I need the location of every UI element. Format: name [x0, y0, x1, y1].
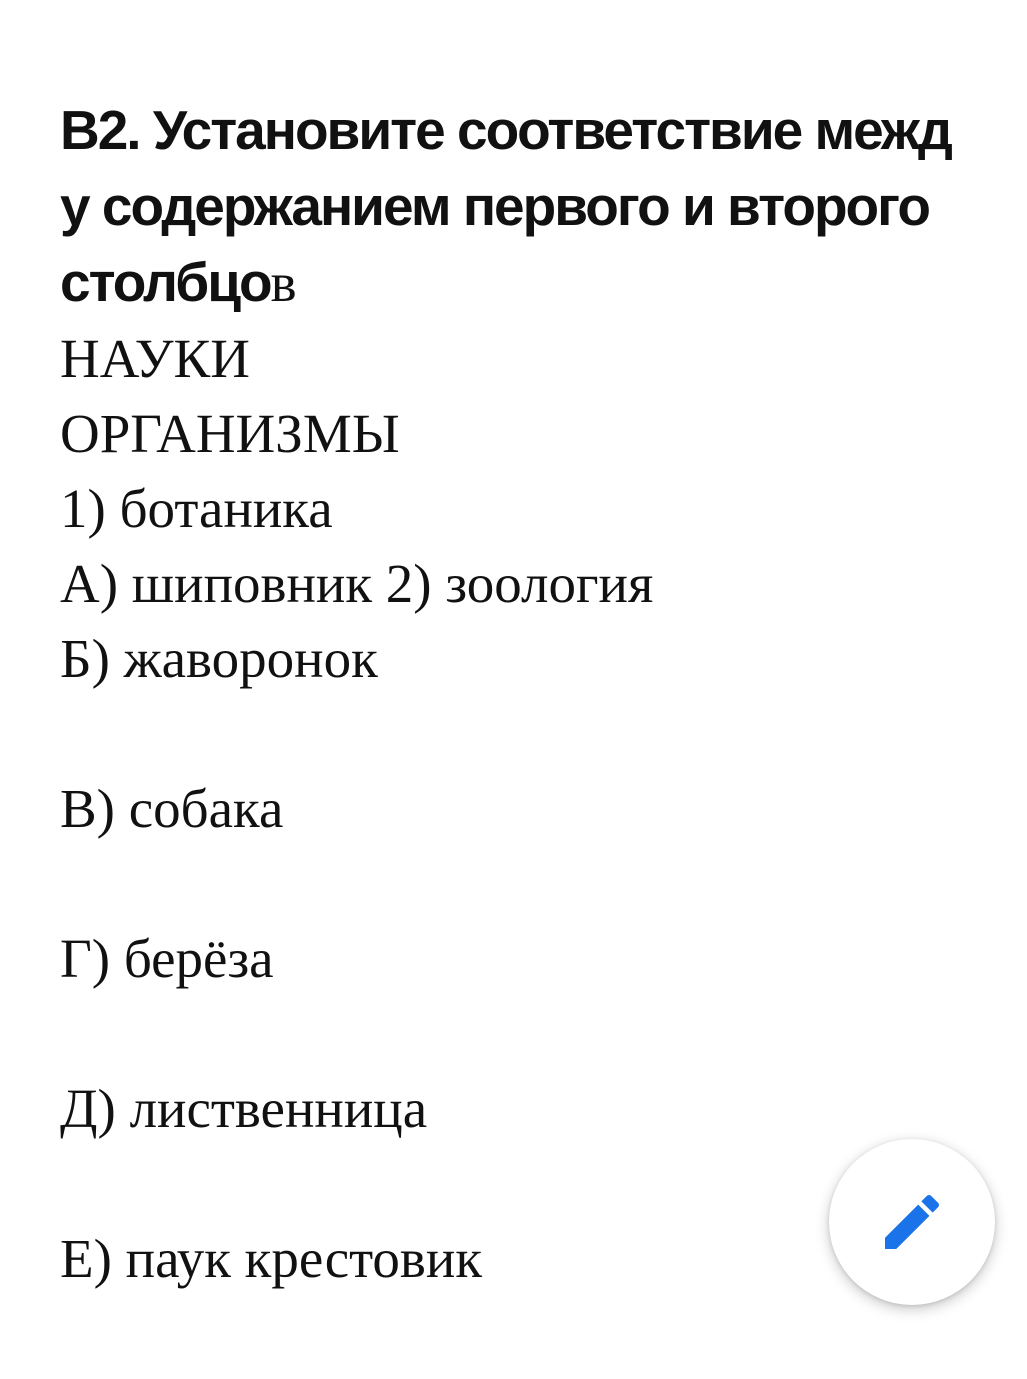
edit-button[interactable]: [829, 1139, 995, 1305]
list-item-botany: 1) ботаника: [60, 478, 333, 539]
question-heading: [60, 92, 1000, 321]
question-heading-main: В2. Установите соответствие межд у содержанием первого и второго столбцо: [60, 99, 951, 313]
list-item-rosehip-zoology: А) шиповник 2) зоология: [60, 553, 654, 614]
column-header-organisms: ОРГАНИЗМЫ: [60, 403, 400, 464]
question-heading-tail: в: [270, 252, 297, 313]
list-item-lark: Б) жаворонок: [60, 628, 378, 689]
list-item-birch: Г) берёза: [60, 928, 274, 989]
spacer: [60, 696, 1000, 771]
list-item-cross-spider: Е) паук крестовик: [60, 1228, 483, 1289]
pencil-icon: [876, 1186, 948, 1258]
list-item-larch: Д) лиственница: [60, 1078, 428, 1139]
column-header-sciences: НАУКИ: [60, 328, 250, 389]
list-item-dog: В) собака: [60, 778, 284, 839]
spacer: [60, 846, 1000, 921]
spacer: [60, 996, 1000, 1071]
question-content: [60, 92, 1000, 1296]
